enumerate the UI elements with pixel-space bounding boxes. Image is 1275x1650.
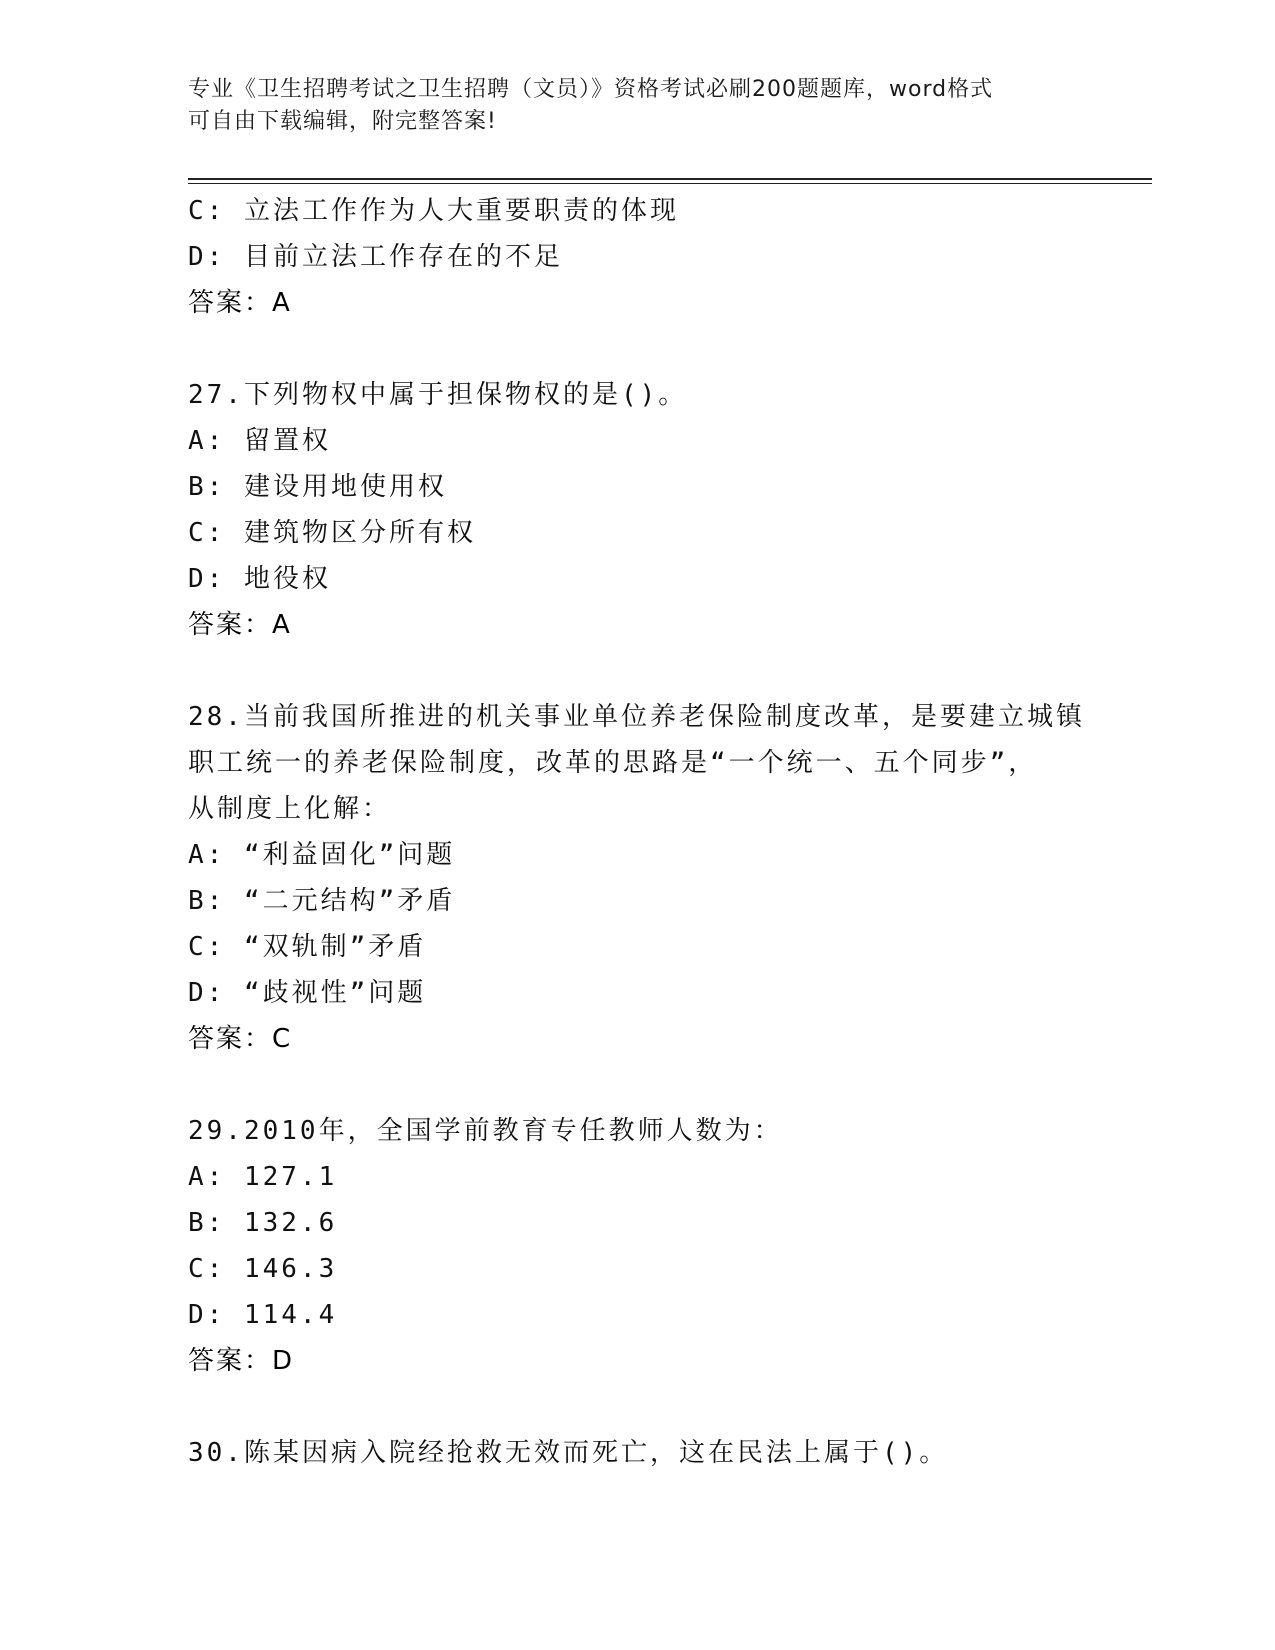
answer-line: 答案：C [188,1024,293,1054]
option-c: C: “双轨制”矛盾 [188,932,427,962]
option-a: A: “利益固化”问题 [188,840,456,870]
answer-line: 答案：D [188,1346,295,1376]
header-divider [188,178,1152,184]
answer-line: 答案：A [188,610,292,640]
question-30 [188,1430,1148,1476]
question-28 [188,694,1148,1062]
question-26-continuation [188,188,1148,326]
question-stem: 从制度上化解： [188,794,392,824]
option-b: B: 132.6 [188,1208,338,1238]
question-stem: 28.当前我国所推进的机关事业单位养老保险制度改革，是要建立城镇 [188,702,1085,732]
question-content [188,188,1148,1476]
option-a: A: 127.1 [188,1162,338,1192]
question-stem: 29.2010年，全国学前教育专任教师人数为： [188,1116,783,1146]
spacer [188,326,1148,372]
header-title-line-2: 可自由下载编辑，附完整答案! [188,109,497,134]
option-b: B: “二元结构”矛盾 [188,886,456,916]
option-d: D: 地役权 [188,564,331,594]
option-d: D: “歧视性”问题 [188,978,427,1008]
option-b: B: 建设用地使用权 [188,472,447,502]
question-27 [188,372,1148,648]
question-stem: 27.下列物权中属于担保物权的是()。 [188,380,688,410]
option-d: D: 114.4 [188,1300,338,1330]
document-header [188,74,1088,138]
answer-line: 答案：A [188,288,292,318]
option-c: C: 建筑物区分所有权 [188,518,476,548]
spacer [188,1384,1148,1430]
spacer [188,1062,1148,1108]
question-29 [188,1108,1148,1384]
header-title-line-1: 专业《卫生招聘考试之卫生招聘（文员）》资格考试必刷200题题库，word格式 [188,77,994,102]
option-c: C: 146.3 [188,1254,338,1284]
spacer [188,648,1148,694]
question-stem: 30.陈某因病入院经抢救无效而死亡，这在民法上属于()。 [188,1438,949,1468]
option-d: D: 目前立法工作存在的不足 [188,242,563,272]
question-stem: 职工统一的养老保险制度，改革的思路是“一个统一、五个同步”， [188,748,1038,778]
option-c: C: 立法工作作为人大重要职责的体现 [188,196,679,226]
option-a: A: 留置权 [188,426,331,456]
